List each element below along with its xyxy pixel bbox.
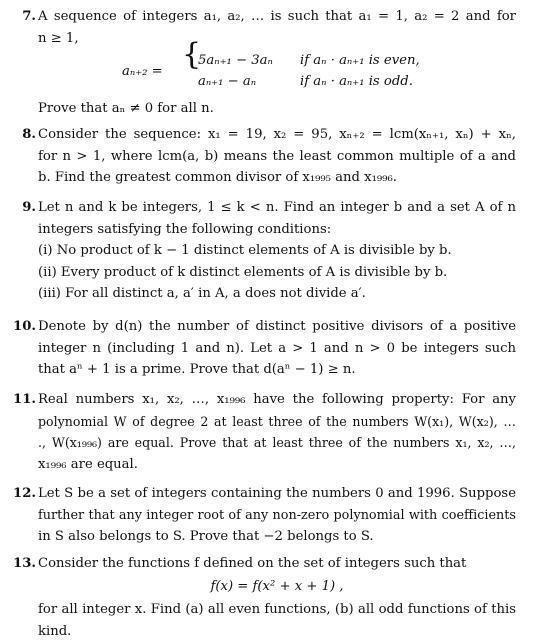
problem-text-line: Real numbers x₁, x₂, …, x₁₉₉₆ have the following property: For any: [38, 392, 516, 407]
problem-text-line: integer n (including 1 and n). Let a > 1 and n > 0 be integers such: [38, 340, 516, 356]
problem-text-line: kind.: [38, 623, 72, 639]
problem-number: 7.: [22, 9, 36, 24]
problem-text-line: ., W(x₁₉₉₆) are equal. Prove that at least three of the numbers x₁, x₂, …,: [38, 435, 516, 450]
display-formula: f(x) = f(x² + x + 1) ,: [210, 578, 344, 594]
problem-11: [13, 389, 516, 475]
case-condition: if aₙ · aₙ₊₁ is even,: [300, 53, 420, 68]
problem-text-line: polynomial W of degree 2 at least three of the numbers W(x₁), W(x₂), …: [38, 413, 516, 429]
case-expression: aₙ₊₁ − aₙ: [198, 74, 257, 89]
problem-text-line: A sequence of integers a₁, a₂, … is such that a₁ = 1, a₂ = 2 and for: [38, 9, 516, 24]
condition-iii: (iii) For all distinct a, a′ in A, a does not divide a′.: [38, 286, 366, 301]
piecewise-formula: [38, 37, 516, 94]
problem-text-line: n ≥ 1,: [38, 30, 79, 46]
problem-text-line: for n > 1, where lcm(a, b) means the least common multiple of a and: [38, 148, 516, 164]
problem-text-line: Let n and k be integers, 1 ≤ k < n. Find an integer b and a set A of n: [38, 200, 516, 215]
problem-10: [13, 316, 516, 381]
problem-text-line: for all integer x. Find (a) all even functions, (b) all odd functions of this: [38, 602, 516, 617]
problem-9: [22, 197, 516, 305]
problem-text-line: integers satisfying the following conditions:: [38, 221, 332, 237]
formula-lhs: aₙ₊₂ =: [122, 64, 163, 79]
problem-text-line: x₁₉₉₆ are equal.: [38, 456, 138, 472]
problem-13: [13, 553, 516, 642]
condition-ii: (ii) Every product of k distinct elements of A is divisible by b.: [38, 264, 448, 280]
problem-number: 9.: [22, 200, 36, 215]
problem-number: 8.: [22, 127, 36, 142]
problem-number: 11.: [13, 392, 36, 407]
problem-text-line: Consider the sequence: x₁ = 19, x₂ = 95, xₙ₊₂ = lcm(xₙ₊₁, xₙ) + xₙ,: [38, 127, 516, 142]
problem-7: [22, 6, 516, 120]
problem-text-line: that aⁿ + 1 is a prime. Prove that d(aⁿ − 1) ≥ n.: [38, 362, 356, 377]
problem-8: [22, 124, 516, 189]
case-condition: if aₙ · aₙ₊₁ is odd.: [300, 74, 413, 89]
problem-number: 12.: [13, 486, 36, 501]
problem-text-line: b. Find the greatest common divisor of x₁₉₉₅ and x₁₉₉₆.: [38, 170, 397, 185]
problem-text-line: Consider the functions f defined on the set of integers such that: [38, 556, 467, 571]
problem-text-line: Prove that aₙ ≠ 0 for all n.: [38, 101, 214, 116]
problem-number: 10.: [13, 319, 36, 334]
problem-text-line: Denote by d(n) the number of distinct positive divisors of a positive: [38, 319, 516, 334]
case-expression: 5aₙ₊₁ − 3aₙ: [198, 53, 273, 68]
problem-12: [13, 483, 516, 548]
problem-text-line: in S also belongs to S. Prove that −2 belongs to S.: [38, 529, 374, 544]
problem-number: 13.: [13, 556, 36, 571]
problem-text-line: Let S be a set of integers containing the numbers 0 and 1996. Suppose: [38, 486, 516, 501]
condition-i: (i) No product of k − 1 distinct elements of A is divisible by b.: [38, 243, 452, 258]
left-brace: {: [182, 37, 202, 72]
problem-text-line: further that any integer root of any non-zero polynomial with coefficients: [38, 507, 516, 523]
